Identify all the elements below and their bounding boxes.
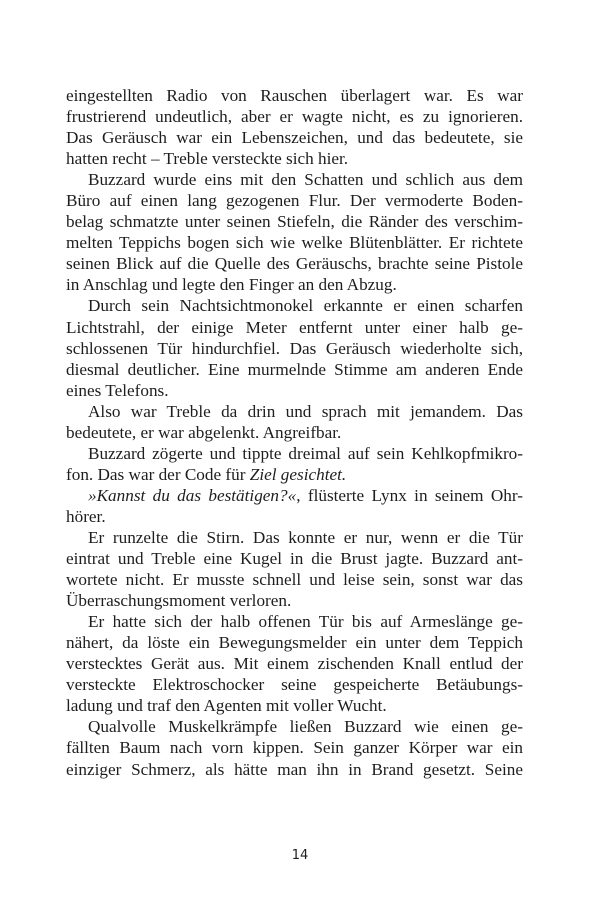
text-line: hörer. (66, 506, 106, 526)
text-line: eintrat und Treble eine Kugel in die Brust jagte. Buzzard ant- (66, 549, 523, 569)
text-line: versteckte Elektroschocker seine gespeicherte Betäubungs- (66, 675, 523, 695)
text-line (66, 485, 523, 506)
page-number: 14 (291, 848, 309, 863)
text-line: seinen Blick auf die Quelle des Geräuschs, brachte seine Pistole (66, 254, 523, 274)
text-line: bedeutete, er war abgelenkt. Angreifbar. (66, 422, 342, 442)
text-line: einziger Schmerz, als hätte man ihn in Brand gesetzt. Seine (66, 759, 523, 779)
paragraph-5 (66, 443, 523, 485)
italic-dialogue: »Kannst du das bestätigen?« (88, 485, 297, 505)
text-line: wortete nicht. Er musste schnell und leise sein, sonst war das (66, 570, 523, 590)
text-line: frustrierend undeutlich, aber er wagte nicht, es zu ignorieren. (66, 107, 523, 127)
paragraph-1 (66, 85, 523, 169)
text-line: verstecktes Gerät aus. Mit einem zischenden Knall entlud der (66, 654, 523, 674)
paragraph-2 (66, 169, 523, 295)
body-text (66, 85, 523, 780)
text-segment: fon. Das war der Code für (66, 464, 250, 484)
text-line: Also war Treble da drin und sprach mit jemandem. Das (88, 401, 523, 421)
text-line: fällten Baum nach vorn kippen. Sein ganzer Körper war ein (66, 738, 523, 758)
text-line: hatten recht – Treble versteckte sich hier. (66, 149, 349, 169)
text-line: melten Teppichs bogen sich wie welke Blütenblätter. Er richtete (66, 233, 523, 253)
paragraph-9 (66, 716, 523, 779)
text-line: Buzzard zögerte und tippte dreimal auf sein Kehlkopfmikro- (88, 443, 523, 463)
paragraph-8 (66, 611, 523, 716)
paragraph-6 (66, 485, 523, 527)
text-line: Das Geräusch war ein Lebenszeichen, und das bedeutete, sie (66, 128, 523, 148)
text-segment: , flüsterte Lynx in seinem Ohr- (296, 485, 524, 505)
text-line: belag schmatzte unter seinen Stiefeln, die Ränder des verschim- (66, 212, 523, 232)
text-line: Er hatte sich der halb offenen Tür bis auf Armeslänge ge- (88, 612, 523, 632)
text-line: Überraschungsmoment verloren. (66, 591, 292, 611)
paragraph-4 (66, 401, 523, 443)
paragraph-3 (66, 295, 523, 400)
paragraph-7 (66, 527, 523, 611)
text-line: eines Telefons. (66, 380, 169, 400)
text-line: Lichtstrahl, der einige Meter entfernt unter einer halb ge- (66, 317, 523, 337)
text-line: nähert, da löste ein Bewegungsmelder ein unter dem Teppich (66, 633, 523, 653)
text-line: eingestellten Radio von Rauschen überlagert war. Es war (66, 86, 523, 105)
text-line: Qualvolle Muskelkrämpfe ließen Buzzard wie einen ge- (88, 717, 523, 737)
text-line (66, 464, 523, 485)
italic-code-phrase: Ziel gesichtet. (249, 464, 347, 484)
text-line: diesmal deutlicher. Eine murmelnde Stimme am anderen Ende (66, 359, 523, 379)
text-line: schlossenen Tür hindurchfiel. Das Geräusch wiederholte sich, (66, 338, 523, 358)
text-line: Durch sein Nachtsichtmonokel erkannte er einen scharfen (88, 296, 523, 316)
text-line: Büro auf einen lang gezogenen Flur. Der vermoderte Boden- (66, 191, 523, 211)
text-line: in Anschlag und legte den Finger an den Abzug. (66, 275, 397, 295)
text-line: ladung und traf den Agenten mit voller Wucht. (66, 696, 387, 716)
text-line: Buzzard wurde eins mit den Schatten und schlich aus dem (88, 170, 523, 190)
text-line: Er runzelte die Stirn. Das konnte er nur, wenn er die Tür (88, 527, 523, 547)
